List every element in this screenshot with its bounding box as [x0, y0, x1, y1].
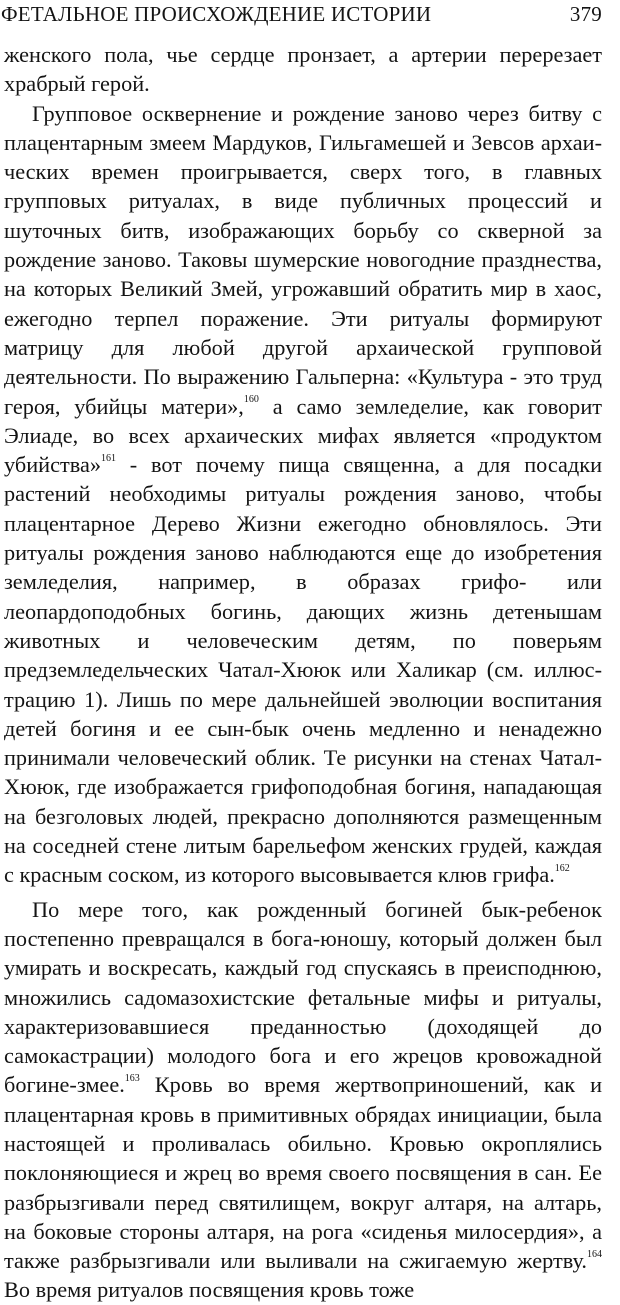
paragraph-continuation: [4, 40, 602, 99]
footnote-ref-161: 161: [100, 452, 116, 464]
running-header: [0, 0, 606, 30]
text-run: женского пола, чье сердце пронзает, а артерии перерезает храбрый герой.: [4, 42, 602, 97]
text-run: Кровь во время жертвоприношений, как и плацентарная кровь в примитивных обрядах инициации, была настоящей и проливалась обильно. Кровью окроплялись поклоняющиеся и жрец во время своего посвящения в сан. Ее разбрызгивали перед святилищем, вокруг алтаря, на алтарь, на боковые стороны алтаря, на рога «сиденья милосердия», а также разбрызгивали или выливали на сжигаемую жертву.: [4, 1072, 602, 1274]
text-run: Во время ритуалов посвящения кровь тоже: [4, 1277, 415, 1303]
footnote-ref-163: 163: [124, 1072, 140, 1084]
text-run: а само земледелие, как говорит Элиаде, во всех архаических мифах является «продуктом убийства»: [4, 393, 603, 478]
footnote-ref-160: 160: [243, 394, 259, 406]
paragraph: [4, 99, 602, 890]
body-text: [4, 40, 602, 1305]
footnote-ref-162: 162: [554, 862, 570, 874]
text-run: По мере того, как рожденный богиней бык-ребенок постепенно превращался в бога-юношу, который должен был умирать и воскресать, каждый год спускаясь в преисподнюю, множились садомазохистские фетальные мифы и ритуалы, характеризовавшиеся преданностью (доходящей до самокастрации) молодого бога и его жрецов кровожадной богине-змее.: [4, 896, 602, 1098]
running-title: ФЕТАЛЬНОЕ ПРОИСХОЖДЕНИЕ ИСТОРИИ: [1, 2, 432, 26]
page-number: 379: [569, 2, 602, 26]
text-run: - вот почему пища священна, а для посадки растений необходимы ритуалы рождения заново, чтобы плацентарное Дерево Жизни ежегодно обновлялось. Эти ритуалы рождения заново наблюдаются еще до изобретения земледелия, например, в образах грифо- или леопардоподобных богинь, дающих жизнь детенышам животных и человеческим детям, по поверьям предземледельческих Чатал-Хююк или Халикар (см. иллюстрацию 1). Лишь по мере дальнейшей эволюции воспитания детей богиня и ее сын-бык очень медленно и ненадежно принимали человеческий облик. Те рисунки на стенах Чатал-Хююк, где изображается грифоподобная богиня, нападающая на безголовых людей, прекрасно дополняются размещенным на соседней стене литым барельефом женских грудей, каждая с красным соском, из которого высовывается клюв грифа.: [4, 452, 602, 888]
footnote-ref-164: 164: [587, 1248, 602, 1260]
text-run: Групповое осквернение и рождение заново через битву с плацентарным змеем Мардуков, Гильгамешей и Зевсов архаических времен проигрывается, сверх того, в главных групповых ритуалах, в виде публичных процессий и шуточных битв, изображающих борьбу со скверной за рождение заново. Таковы шумерские новогодние празднества, на которых Великий Змей, угрожавший обратить мир в хаос, ежегодно терпел поражение. Эти ритуалы формируют матрицу для любой другой архаической групповой деятельности. По выражению Гальперна: «Культура - это труд героя, убийцы матери»,: [4, 100, 602, 419]
paragraph: [4, 895, 602, 1305]
